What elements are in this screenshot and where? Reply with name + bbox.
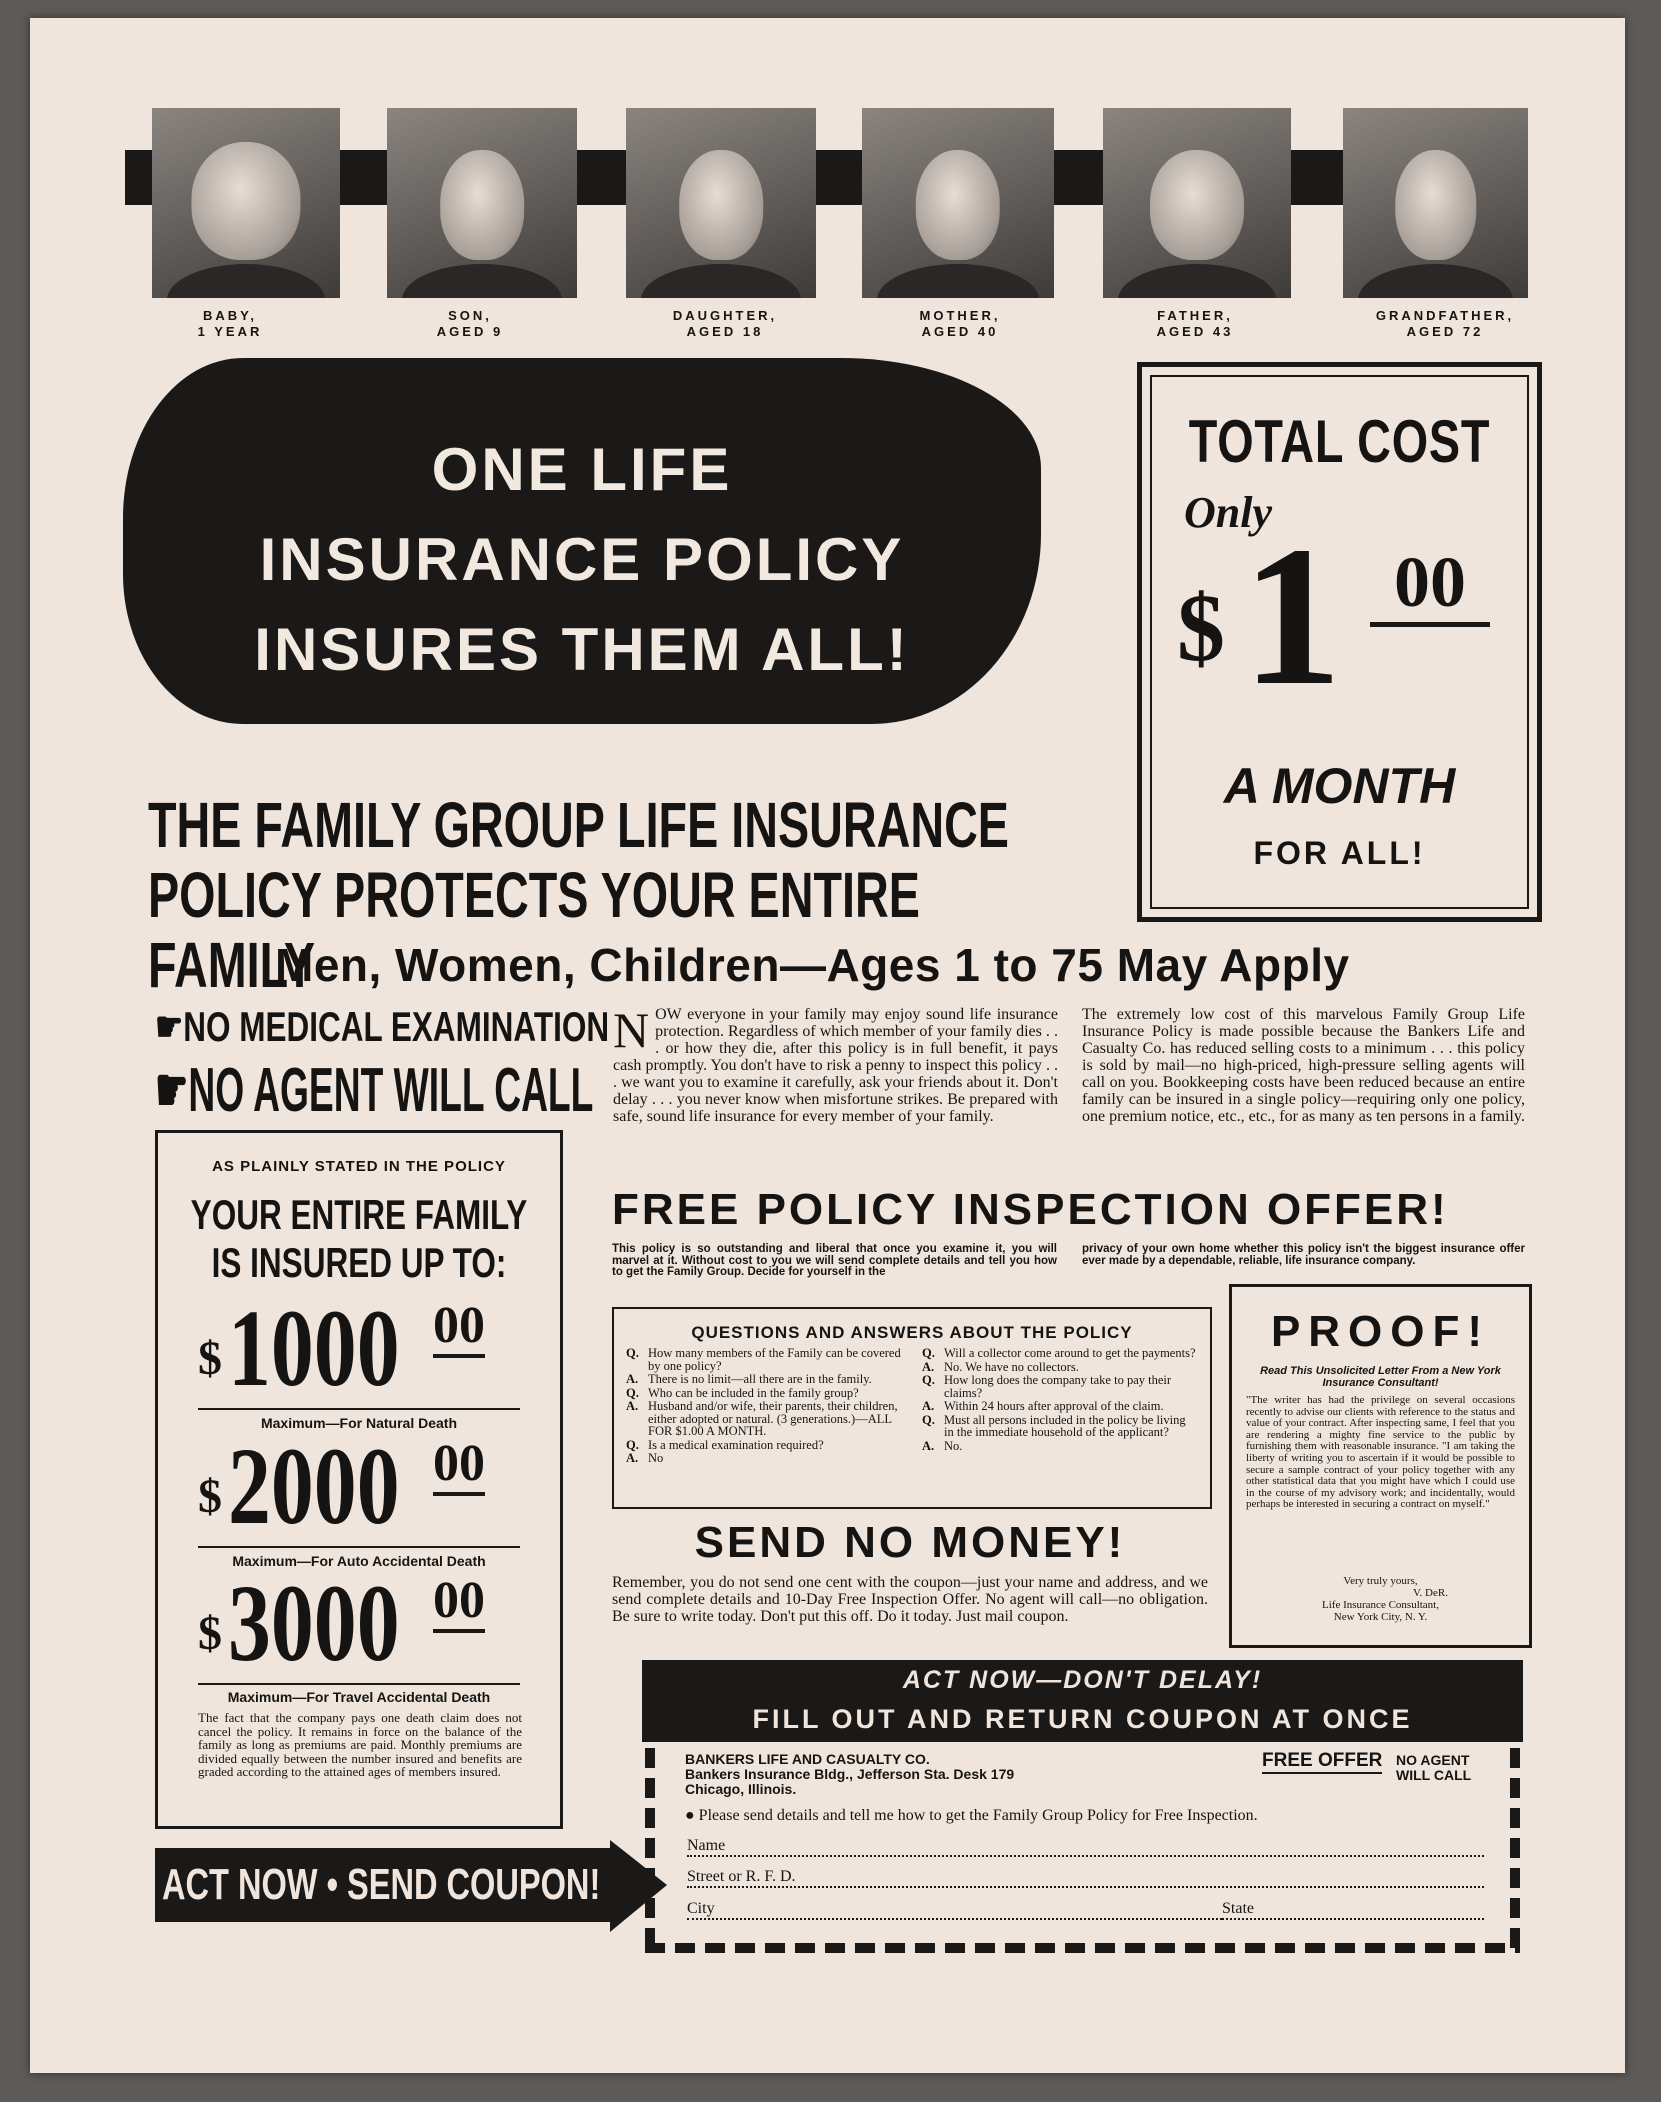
for-all: FOR ALL! (1253, 835, 1426, 871)
photo-son (387, 108, 577, 298)
caption-grandfather: GRANDFATHER, AGED 72 (1375, 308, 1515, 339)
proof-box (1229, 1284, 1532, 1648)
qa-text: Husband and/or wife, their parents, their children, either adopted or natural. (3 generations.)—ALL FOR $1.00 A MONTH. (648, 1399, 898, 1438)
caption-baby: BABY, 1 YEAR (197, 308, 263, 339)
street-field[interactable] (687, 1868, 1484, 1892)
coupon-fill-out: FILL OUT AND RETURN COUPON AT ONCE (752, 1704, 1413, 1734)
state-field[interactable] (1222, 1900, 1484, 1924)
coupon-act-now: ACT NOW—DON'T DELAY! (902, 1666, 1263, 1694)
qa-marker: A. (922, 1438, 935, 1453)
natural-label: Maximum—For Natural Death (260, 1415, 458, 1431)
qa-question (922, 1414, 1197, 1439)
qa-answer (626, 1400, 908, 1438)
coverage-heading: YOUR ENTIRE FAMILY IS INSURED UP TO: (190, 1191, 528, 1286)
qa-answer (922, 1400, 1197, 1413)
main-headline: THE FAMILY GROUP LIFE INSURANCE POLICY PROTECTS YOUR ENTIRE FAMILY (148, 789, 1009, 1001)
photo-father (1103, 108, 1291, 298)
qa-answer (626, 1452, 908, 1465)
caption-mother: MOTHER, AGED 40 (919, 308, 1001, 339)
qa-answer (922, 1361, 1197, 1374)
auto-amount: 2000 (228, 1425, 400, 1547)
travel-label: Maximum—For Travel Accidental Death (227, 1689, 491, 1705)
qa-question (922, 1347, 1197, 1360)
caption-daughter: DAUGHTER, AGED 18 (672, 308, 778, 339)
qa-text: No (648, 1451, 664, 1465)
drop-cap: N (613, 1002, 650, 1058)
street-field-label: Street or R. F. D. (687, 1868, 796, 1885)
no-agent-label: NO AGENT WILL CALL (1396, 1752, 1472, 1783)
qa-question (626, 1347, 908, 1372)
qa-text: Is a medical examination required? (648, 1437, 824, 1452)
proof-signature: Very truly yours, V. DeR. Life Insurance Consultant, New York City, N. Y. (1322, 1575, 1448, 1623)
city-field[interactable] (687, 1900, 1222, 1924)
price-cents: 00 (1370, 542, 1490, 627)
qa-text: Will a collector come around to get the payments? (944, 1346, 1196, 1360)
travel-amount: 3000 (228, 1562, 400, 1684)
qa-marker: Q. (922, 1412, 935, 1427)
inspection-title: FREE POLICY INSPECTION OFFER! (612, 1185, 1449, 1234)
state-field-label: State (1222, 1900, 1254, 1917)
send-no-money-title: SEND NO MONEY! (694, 1518, 1126, 1567)
inspection-right: privacy of your own home whether this policy isn't the biggest insurance offer ever made by a dependable, reliable, life insurance company. (1082, 1243, 1525, 1267)
proof-title: PROOF! (1270, 1307, 1491, 1356)
qa-marker: Q. (922, 1373, 935, 1387)
coupon-border-bottom (645, 1943, 1520, 1953)
banner-text: ONE LIFE INSURANCE POLICY INSURES THEM ALL! (254, 436, 910, 683)
caption-son: SON, AGED 9 (436, 308, 504, 339)
photo-daughter (626, 108, 816, 298)
qa-text: How long does the company take to pay their claims? (944, 1373, 1172, 1400)
qa-text: There is no limit—all there are in the family. (648, 1372, 872, 1386)
coverage-box (155, 1130, 563, 1829)
qa-text: Must all persons included in the policy be living in the immediate household of the applicant? (944, 1412, 1186, 1439)
qa-right-column (922, 1347, 1197, 1453)
coupon-request: ● Please send details and tell me how to get the Family Group Policy for Free Inspection. (685, 1807, 1258, 1824)
coverage-footnote: The fact that the company pays one death claim does not cancel the policy. It remains in force on the balance of the family as long as premiums are paid. Monthly premiums are divided equally between the number insured and benefits are graded according to the attained ages of members insured. (198, 1710, 522, 1779)
proof-letter: "The writer has had the privilege on several occasions recently to advise our clients with reference to the status and value of your contract. After inspecting same, I feel that you are rendering a mighty fine service to the public by furnishing them with reasonable insurance. "I am taking the liberty of writing you to ascertain if it would be possible to secure a sample contract of your policy together with any other statistical data that you might have which I could use in the course of my advisory work; and incidentally, would perhaps be interested in securing a contract on myself." (1246, 1394, 1515, 1511)
coverage-travel (198, 1562, 508, 1684)
qa-marker: A. (626, 1451, 639, 1465)
travel-cents: 00 (433, 1573, 485, 1633)
qa-marker: A. (922, 1359, 935, 1374)
auto-label: Maximum—For Auto Accidental Death (232, 1553, 486, 1569)
coupon-border-right (1510, 1748, 1520, 1953)
only-script: Only (1184, 488, 1272, 537)
intro-column (613, 1002, 1058, 1125)
natural-dollar: $ (198, 1332, 222, 1385)
price-dollar: $ (1177, 574, 1225, 681)
coverage-intro: AS PLAINLY STATED IN THE POLICY (212, 1158, 506, 1175)
qa-text: Who can be included in the family group? (648, 1385, 859, 1400)
auto-cents: 00 (433, 1436, 485, 1496)
bullet-no-agent: ☛NO AGENT WILL CALL (155, 1056, 594, 1125)
qa-text: How many members of the Family can be covered by one policy? (648, 1346, 901, 1373)
send-coupon-arrow-text: ACT NOW • SEND COUPON! (162, 1860, 601, 1909)
auto-dollar: $ (198, 1470, 222, 1523)
proof-subtitle: Read This Unsolicited Letter From a New York Insurance Consultant! (1260, 1365, 1501, 1389)
city-field-label: City (687, 1900, 715, 1917)
caption-father: FATHER, AGED 43 (1156, 308, 1234, 339)
inspection-left: This policy is so outstanding and liberal that once you examine it, you will marvel at it. Without cost to you we will send complete details and tell you how to get the Family Group. Decide for yourself in the (612, 1243, 1057, 1278)
qa-text: No. (944, 1438, 963, 1453)
qa-marker: Q. (626, 1437, 639, 1452)
total-cost-title: TOTAL COST (1188, 408, 1491, 475)
qa-question (626, 1439, 908, 1452)
age-subhead: Men, Women, Children—Ages 1 to 75 May Apply (275, 939, 1350, 991)
qa-text: Within 24 hours after approval of the claim. (944, 1399, 1164, 1413)
coverage-natural (198, 1287, 508, 1409)
intro-text: OW everyone in your family may enjoy sound life insurance protection. Regardless of which member of your family dies . . . or how they die, after this policy is in full benefit, it pays cash promptly. You don't have to risk a penny to inspect this policy . . . we want you to examine it carefully, ask your friends about it. Don't delay . . . you never know when misfortune strikes. Be prepared with safe, sound life insurance for every member of your family. (613, 1006, 1058, 1125)
a-month: A MONTH (1223, 758, 1456, 814)
photo-grandfather (1343, 108, 1528, 298)
qa-marker: Q. (626, 1385, 639, 1400)
qa-box (612, 1307, 1212, 1509)
total-cost-box (1137, 362, 1542, 922)
photo-mother (862, 108, 1054, 298)
qa-title: QUESTIONS AND ANSWERS ABOUT THE POLICY (691, 1323, 1133, 1342)
travel-dollar: $ (198, 1607, 222, 1660)
free-offer-label: FREE OFFER (1262, 1750, 1382, 1774)
photo-baby (152, 108, 340, 298)
coupon-address: BANKERS LIFE AND CASUALTY CO. Bankers Insurance Bldg., Jefferson Sta. Desk 179 Chicago, Illinois. (685, 1751, 1015, 1797)
price-amount: 1 (1242, 506, 1342, 727)
qa-text: No. We have no collectors. (944, 1359, 1079, 1374)
qa-answer (626, 1373, 908, 1386)
qa-question (626, 1387, 908, 1400)
qa-answer (922, 1440, 1197, 1453)
qa-marker: Q. (626, 1346, 639, 1360)
coupon-header (642, 1660, 1523, 1742)
bullet-no-medical: ☛NO MEDICAL EXAMINATION (155, 1003, 610, 1050)
send-no-money-text: Remember, you do not send one cent with the coupon—just your name and address, and we send complete details and 10-Day Free Inspection Offer. No agent will call—no obligation. Be sure to write today. Don't put this off. Do it today. Just mail coupon. (612, 1574, 1208, 1625)
name-field-label: Name (687, 1837, 726, 1854)
qa-marker: A. (626, 1372, 639, 1386)
qa-question (922, 1374, 1197, 1399)
qa-marker: Q. (922, 1346, 935, 1360)
qa-marker: A. (626, 1399, 639, 1413)
coverage-auto (198, 1425, 508, 1547)
qa-left-column (626, 1347, 908, 1466)
name-field[interactable] (687, 1837, 1484, 1861)
natural-cents: 00 (433, 1298, 485, 1358)
qa-marker: A. (922, 1399, 935, 1413)
natural-amount: 1000 (228, 1287, 400, 1409)
cost-column: The extremely low cost of this marvelous Family Group Life Insurance Policy is made possible because the Bankers Life and Casualty Co. has reduced selling costs to a minimum . . . this policy is sold by mail—no high-priced, high-pressure selling agents will call on you. Bookkeeping costs have been reduced because an entire family can be insured in a single policy—requiring only one policy, one premium notice, etc., etc., for as many as ten persons in a family. (1082, 1006, 1525, 1125)
